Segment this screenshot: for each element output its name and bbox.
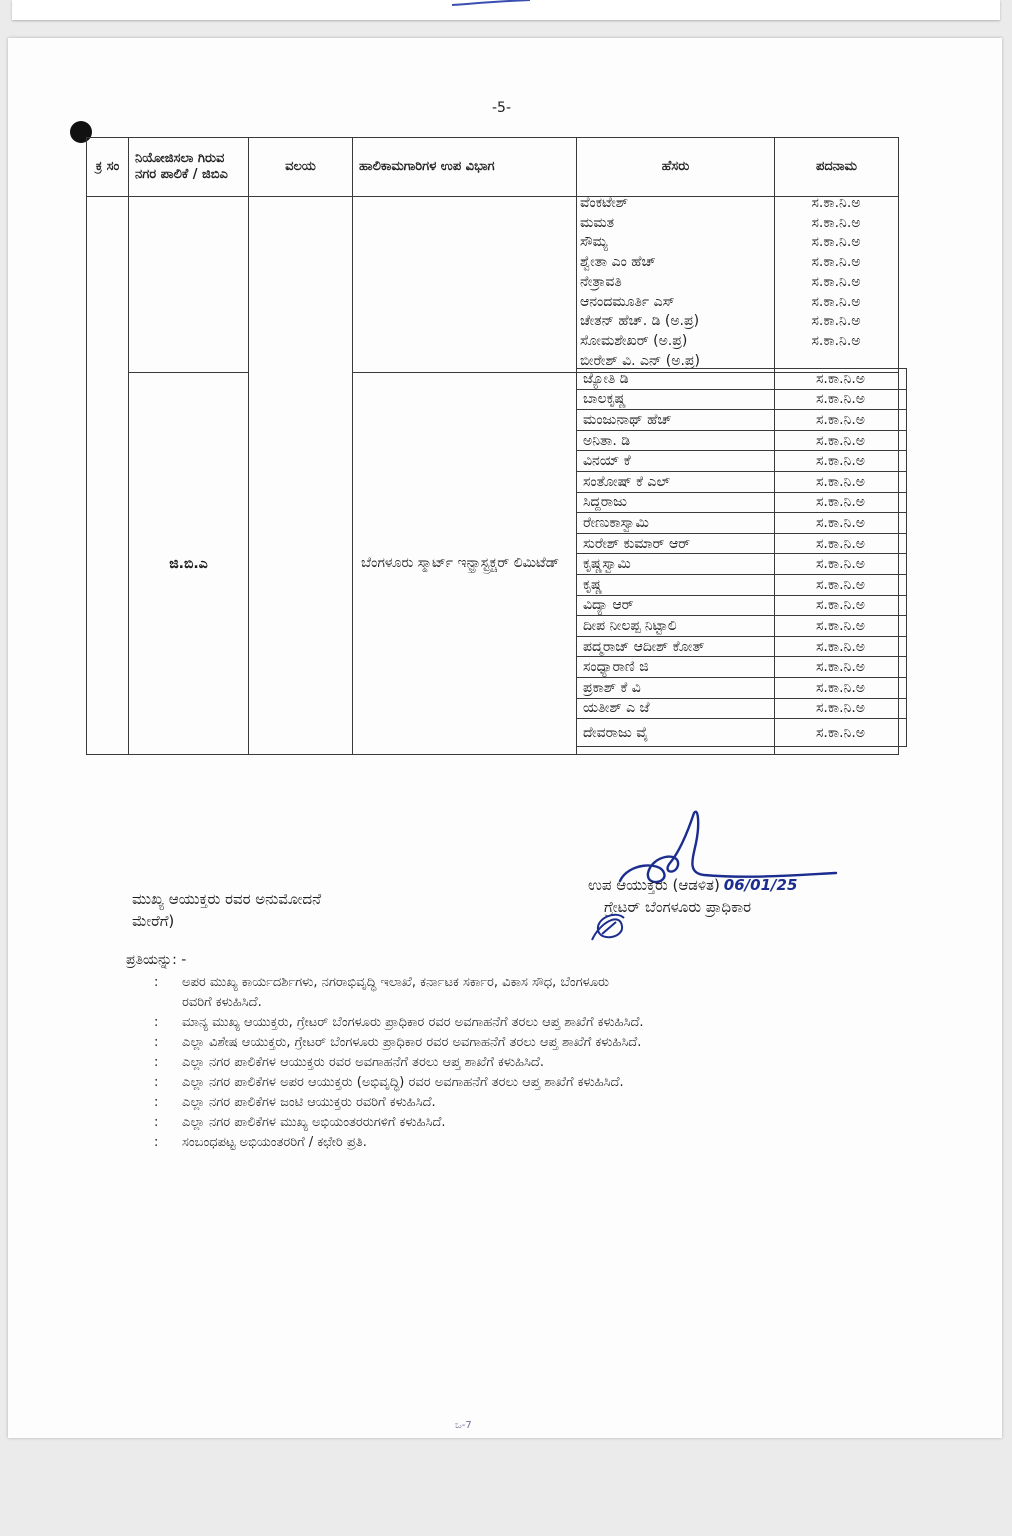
table-row (577, 513, 907, 534)
person-name: ಅನಿತಾ. ಡಿ (577, 430, 775, 451)
list-item (578, 293, 898, 313)
header-designation: ಪದನಾಮ (775, 138, 899, 197)
person-name: ಸಂಧ್ಯಾರಾಣಿ ಜಿ (577, 657, 775, 678)
table-row (577, 719, 907, 747)
person-name: ಮಮತ (580, 214, 615, 231)
person-name: ಬೀರೇಶ್ ವಿ. ಎನ್ (ಅ.ಪ್ರ) (580, 352, 700, 369)
list-item (578, 273, 898, 293)
person-name: ದೇವರಾಜು ವೈ (577, 719, 775, 747)
person-designation: ಸ.ಕಾ.ನಿ.ಅ (775, 616, 907, 637)
footer-page-mark: ಒ-7 (455, 1420, 472, 1431)
table-row (577, 410, 907, 431)
list-item: : ಎಲ್ಲಾ ನಗರ ಪಾಲಿಕೆಗಳ ಮುಖ್ಯ ಅಭಿಯಂತರರುಗಳಿಗೆ ಕಳುಹಿಸಿದೆ. (154, 1113, 914, 1133)
header-division: ಹಾಲಿಕಾಮಗಾರಿಗಳ ಉಪ ವಿಭಾಗ (353, 138, 577, 197)
person-name: ನೇತ್ರಾವತಿ (580, 273, 622, 290)
person-name: ಜ್ಯೋತಿ ಡಿ (577, 369, 775, 390)
person-designation: ಸ.ಕಾ.ನಿ.ಅ (775, 677, 907, 698)
table-row (577, 698, 907, 719)
city-cell-group-2: ಜಿ.ಬಿ.ಎ (129, 373, 249, 755)
person-designation: ಸ.ಕಾ.ನಿ.ಅ (775, 410, 907, 431)
person-name: ಕೃಷ್ಣಸ್ವಾಮಿ (577, 554, 775, 575)
person-designation: ಸ.ಕಾ.ನಿ.ಅ (775, 513, 907, 534)
list-item: : ಎಲ್ಲಾ ವಿಶೇಷ ಆಯುಕ್ತರು, ಗ್ರೇಟರ್ ಬೆಂಗಳೂರು ಪ್ರಾಧಿಕಾರ ರವರ ಅವಗಾಹನೆಗೆ ತರಲು ಆಪ್ತ ಶಾಖೆಗೆ ಕಳುಹಿಸಿದೆ. (154, 1033, 914, 1053)
person-designation: ಸ.ಕಾ.ನಿ.ಅ (775, 554, 907, 575)
serial-cell (87, 197, 129, 755)
list-item: : ಮಾನ್ಯ ಮುಖ್ಯ ಆಯುಕ್ತರು, ಗ್ರೇಟರ್ ಬೆಂಗಳೂರು ಪ್ರಾಧಿಕಾರ ರವರ ಅವಗಾಹನೆಗೆ ತರಲು ಆಪ್ತ ಶಾಖೆಗೆ ಕಳುಹಿಸಿದೆ. (154, 1013, 914, 1033)
copies-list (154, 973, 914, 1153)
table-row (577, 451, 907, 472)
initials-scribble (586, 904, 630, 948)
signatory-block (588, 874, 968, 918)
person-designation: ಸ.ಕಾ.ನಿ.ಅ (775, 698, 907, 719)
copy-recipient: ಎಲ್ಲಾ ನಗರ ಪಾಲಿಕೆಗಳ ಅಪರ ಆಯುಕ್ತರು (ಅಭಿವೃದ್ಧಿ) ರವರ ಅವಗಾಹನೆಗೆ ತರಲು ಆಪ್ತ ಶಾಖೆಗೆ ಕಳುಹಿಸಿದೆ. (182, 1075, 624, 1090)
table-row (577, 677, 907, 698)
table-row (577, 595, 907, 616)
list-item: : ಅಪರ ಮುಖ್ಯ ಕಾರ್ಯದರ್ಶಿಗಳು, ನಗರಾಭಿವೃದ್ಧಿ ಇಲಾಖೆ, ಕರ್ನಾಟಕ ಸರ್ಕಾರ, ವಿಕಾಸ ಸೌಧ, ಬೆಂಗಳೂರು (154, 973, 914, 993)
approval-line-1: ಮುಖ್ಯ ಆಯುಕ್ತರು ರವರ ಅನುಮೋದನೆ (132, 890, 322, 908)
header-serial: ಕ್ರ ಸಂ (87, 138, 129, 197)
signature-date: 06/01/25 (723, 876, 798, 894)
person-designation: ಸ.ಕಾ.ನಿ.ಅ (775, 719, 907, 747)
table-row (577, 430, 907, 451)
header-name: ಹೆಸರು (577, 138, 775, 197)
division-cell-group-2: ಬೆಂಗಳೂರು ಸ್ಮಾರ್ಟ್ ಇನ್ಫ್ರಾಸ್ಟ್ರಕ್ಚರ್ ಲಿಮಿಟೆಡ್ (353, 373, 577, 755)
copy-recipient: ಅಪರ ಮುಖ್ಯ ಕಾರ್ಯದರ್ಶಿಗಳು, ನಗರಾಭಿವೃದ್ಧಿ ಇಲಾಖೆ, ಕರ್ನಾಟಕ ಸರ್ಕಾರ, ವಿಕಾಸ ಸೌಧ, ಬೆಂಗಳೂರು (182, 975, 610, 990)
person-designation: ಸ.ಕಾ.ನಿ.ಅ (775, 492, 907, 513)
person-designation: ಸ.ಕಾ.ನಿ.ಅ (811, 195, 861, 211)
person-designation: ಸ.ಕಾ.ನಿ.ಅ (811, 313, 861, 330)
division-cell-group-1 (353, 197, 577, 373)
table-row (577, 616, 907, 637)
approval-note (132, 888, 472, 932)
list-item (578, 253, 898, 273)
person-name: ಪದ್ಮರಾಜ್ ಆದೀಶ್ ಕೋತ್ (577, 636, 775, 657)
table-row (577, 369, 907, 390)
person-designation: ಸ.ಕಾ.ನಿ.ಅ (775, 574, 907, 595)
person-designation: ಸ.ಕಾ.ನಿ.ಅ (775, 471, 907, 492)
header-city: ನಿಯೋಜಿಸಲಾ ಗಿರುವ ನಗರ ಪಾಲಿಕೆ / ಜಿಬಿಎ (129, 138, 249, 197)
person-designation: ಸ.ಕಾ.ನಿ.ಅ (775, 657, 907, 678)
person-name: ಸಂತೋಷ್ ಕೆ ಎಲ್ (577, 471, 775, 492)
list-item (578, 332, 898, 352)
list-item (578, 194, 898, 214)
list-item: : ಎಲ್ಲಾ ನಗರ ಪಾಲಿಕೆಗಳ ಆಯುಕ್ತರು ರವರ ಅವಗಾಹನೆಗೆ ತರಲು ಆಪ್ತ ಶಾಖೆಗೆ ಕಳುಹಿಸಿದೆ. (154, 1053, 914, 1073)
person-designation: ಸ.ಕಾ.ನಿ.ಅ (811, 214, 861, 231)
person-name: ರೇಣುಕಾಸ್ವಾಮಿ (577, 513, 775, 534)
list-item: : ಎಲ್ಲಾ ನಗರ ಪಾಲಿಕೆಗಳ ಜಂಟಿ ಆಯುಕ್ತರು ರವರಿಗೆ ಕಳುಹಿಸಿದೆ. (154, 1093, 914, 1113)
copies-heading: ಪ್ರತಿಯನ್ನು: - (126, 952, 187, 968)
person-name: ಶ್ವೇತಾ ಎಂ ಹೆಚ್ (580, 254, 656, 271)
approval-line-2: ಮೇರೆಗೆ) (132, 912, 175, 930)
person-name: ವಿದ್ಯಾ ಆರ್ (577, 595, 775, 616)
page-number: -5- (492, 100, 512, 116)
person-designation: ಸ.ಕಾ.ನಿ.ಅ (775, 636, 907, 657)
table-row (577, 657, 907, 678)
group-2-names-grid (576, 368, 907, 747)
document-page (8, 38, 1002, 1438)
copy-recipient: ಎಲ್ಲಾ ವಿಶೇಷ ಆಯುಕ್ತರು, ಗ್ರೇಟರ್ ಬೆಂಗಳೂರು ಪ್ರಾಧಿಕಾರ ರವರ ಅವಗಾಹನೆಗೆ ತರಲು ಆಪ್ತ ಶಾಖೆಗೆ ಕಳುಹಿಸಿದೆ. (182, 1035, 642, 1050)
person-name: ಬಾಲಕೃಷ್ಣ (577, 389, 775, 410)
person-designation: ಸ.ಕಾ.ನಿ.ಅ (811, 273, 861, 290)
person-name: ಸೋಮಶೇಖರ್ (ಅ.ಪ್ರ) (580, 332, 688, 349)
table-row (577, 636, 907, 657)
list-item: : ಸಂಬಂಧಪಟ್ಟ ಅಭಿಯಂತರರಿಗೆ / ಕಛೇರಿ ಪ್ರತಿ. (154, 1133, 914, 1153)
list-item (578, 214, 898, 234)
table-row (577, 574, 907, 595)
table-row (577, 533, 907, 554)
zone-cell (249, 197, 353, 755)
person-designation: ಸ.ಕಾ.ನಿ.ಅ (775, 389, 907, 410)
list-item (578, 312, 898, 332)
group-1-name-list (578, 194, 898, 371)
table-row (577, 492, 907, 513)
list-item (578, 233, 898, 253)
person-name: ಮಂಜುನಾಥ್ ಹೆಚ್ (577, 410, 775, 431)
copy-recipient-continuation: ರವರಿಗೆ ಕಳುಹಿಸಿದೆ. (182, 995, 262, 1010)
person-designation: ಸ.ಕಾ.ನಿ.ಅ (811, 293, 861, 310)
person-designation: ಸ.ಕಾ.ನಿ.ಅ (775, 451, 907, 472)
table-row (577, 471, 907, 492)
person-designation: ಸ.ಕಾ.ನಿ.ಅ (775, 430, 907, 451)
person-designation: ಸ.ಕಾ.ನಿ.ಅ (775, 533, 907, 554)
person-designation: ಸ.ಕಾ.ನಿ.ಅ (811, 332, 861, 349)
person-name: ಆನಂದಮೂರ್ತಿ ಎಸ್ (580, 293, 675, 310)
person-designation: ಸ.ಕಾ.ನಿ.ಅ (775, 369, 907, 390)
header-zone: ವಲಯ (249, 138, 353, 197)
person-name: ಕೃಷ್ಣ (577, 574, 775, 595)
copy-recipient: ಮಾನ್ಯ ಮುಖ್ಯ ಆಯುಕ್ತರು, ಗ್ರೇಟರ್ ಬೆಂಗಳೂರು ಪ್ರಾಧಿಕಾರ ರವರ ಅವಗಾಹನೆಗೆ ತರಲು ಆಪ್ತ ಶಾಖೆಗೆ ಕಳುಹಿಸಿದೆ. (182, 1015, 644, 1030)
person-name: ಸಿದ್ದರಾಜು (577, 492, 775, 513)
list-item: : ಎಲ್ಲಾ ನಗರ ಪಾಲಿಕೆಗಳ ಅಪರ ಆಯುಕ್ತರು (ಅಭಿವೃದ್ಧಿ) ರವರ ಅವಗಾಹನೆಗೆ ತರಲು ಆಪ್ತ ಶಾಖೆಗೆ ಕಳುಹಿಸಿದೆ. (154, 1073, 914, 1093)
signatory-title: ಉಪ ಆಯುಕ್ತರು (ಆಡಳಿತ) (588, 876, 720, 894)
table-row (577, 554, 907, 575)
person-name: ಯತೀಶ್ ಎ ಜೆ (577, 698, 775, 719)
copy-recipient: ಎಲ್ಲಾ ನಗರ ಪಾಲಿಕೆಗಳ ಮುಖ್ಯ ಅಭಿಯಂತರರುಗಳಿಗೆ ಕಳುಹಿಸಿದೆ. (182, 1115, 446, 1130)
person-name: ಚೇತನ್ ಹೆಚ್. ಡಿ (ಅ.ಪ್ರ) (580, 313, 700, 330)
copy-recipient: ಎಲ್ಲಾ ನಗರ ಪಾಲಿಕೆಗಳ ಜಂಟಿ ಆಯುಕ್ತರು ರವರಿಗೆ ಕಳುಹಿಸಿದೆ. (182, 1095, 436, 1110)
person-name: ಪ್ರಕಾಶ್ ಕೆ ವಿ (577, 677, 775, 698)
person-name: ವೆಂಕಟೇಶ್ (580, 195, 629, 211)
person-name: ಸುರೇಶ್ ಕುಮಾರ್ ಆರ್ (577, 533, 775, 554)
city-cell-group-1 (129, 197, 249, 373)
person-name: ವಿನಯ್ ಕೆ (577, 451, 775, 472)
table-header-row (87, 138, 899, 197)
table-row (577, 389, 907, 410)
person-designation: ಸ.ಕಾ.ನಿ.ಅ (811, 234, 861, 251)
person-name: ದೀಪ ನೀಲಪ್ಪ ನಿಟ್ಟಾಲಿ (577, 616, 775, 637)
previous-page-edge (12, 0, 1000, 20)
person-name: ಸೌಮ್ಯ (580, 234, 608, 251)
copy-recipient: ಸಂಬಂಧಪಟ್ಟ ಅಭಿಯಂತರರಿಗೆ / ಕಛೇರಿ ಪ್ರತಿ. (182, 1135, 367, 1150)
signatory-office: ಗ್ರೇಟರ್ ಬೆಂಗಳೂರು ಪ್ರಾಧಿಕಾರ (604, 898, 752, 916)
person-designation: ಸ.ಕಾ.ನಿ.ಅ (775, 595, 907, 616)
previous-page-signature-stroke (12, 0, 1000, 20)
person-designation: ಸ.ಕಾ.ನಿ.ಅ (811, 254, 861, 271)
copy-recipient: ಎಲ್ಲಾ ನಗರ ಪಾಲಿಕೆಗಳ ಆಯುಕ್ತರು ರವರ ಅವಗಾಹನೆಗೆ ತರಲು ಆಪ್ತ ಶಾಖೆಗೆ ಕಳುಹಿಸಿದೆ. (182, 1055, 544, 1070)
